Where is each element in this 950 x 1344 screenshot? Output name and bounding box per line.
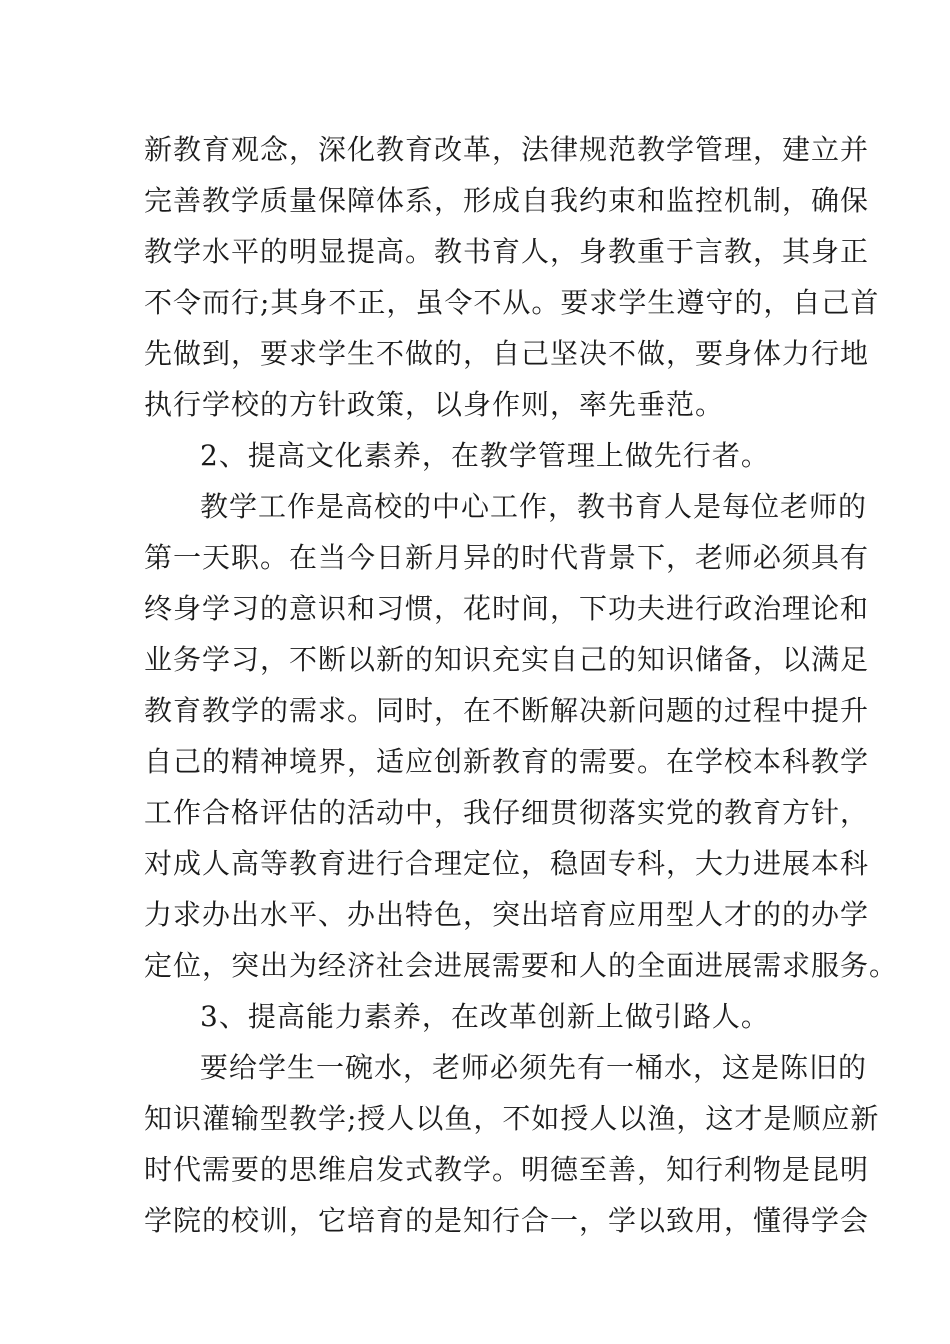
section-heading-3: 3、提高能力素养，在改革创新上做引路人。 (200, 1000, 770, 1033)
text-line: 教学工作是高校的中心工作，教书育人是每位老师的 (200, 490, 868, 523)
text-line: 新教育观念，深化教育改革，法律规范教学管理，建立并 (144, 133, 870, 166)
text-line: 业务学习，不断以新的知识充实自己的知识储备，以满足 (144, 643, 870, 676)
text-line: 完善教学质量保障体系，形成自我约束和监控机制，确保 (144, 184, 870, 217)
text-line: 执行学校的方针政策，以身作则，率先垂范。 (144, 388, 725, 421)
text-line: 力求办出水平、办出特色，突出培育应用型人才的的办学 (144, 898, 870, 931)
text-line: 学院的校训，它培育的是知行合一，学以致用，懂得学会 (144, 1204, 870, 1237)
text-line: 先做到，要求学生不做的，自己坚决不做，要身体力行地 (144, 337, 870, 370)
section-heading-2: 2、提高文化素养，在教学管理上做先行者。 (200, 439, 770, 472)
text-line: 对成人高等教育进行合理定位，稳固专科，大力进展本科 (144, 847, 870, 880)
text-line: 教学水平的明显提高。教书育人，身教重于言教，其身正 (144, 235, 870, 268)
text-line: 知识灌输型教学;授人以鱼，不如授人以渔，这才是顺应新 (144, 1102, 880, 1135)
text-line: 不令而行;其身不正，虽令不从。要求学生遵守的，自己首 (144, 286, 880, 319)
text-line: 教育教学的需求。同时，在不断解决新问题的过程中提升 (144, 694, 870, 727)
text-line: 终身学习的意识和习惯，花时间，下功夫进行政治理论和 (144, 592, 870, 625)
text-line: 工作合格评估的活动中，我仔细贯彻落实党的教育方针， (144, 796, 870, 829)
text-line: 时代需要的思维启发式教学。明德至善，知行利物是昆明 (144, 1153, 870, 1186)
text-line: 第一天职。在当今日新月异的时代背景下，老师必须具有 (144, 541, 870, 574)
text-line: 自己的精神境界，适应创新教育的需要。在学校本科教学 (144, 745, 870, 778)
text-line: 要给学生一碗水，老师必须先有一桶水，这是陈旧的 (200, 1051, 868, 1084)
body-text (144, 124, 899, 1246)
text-line: 定位，突出为经济社会进展需要和人的全面进展需求服务。 (144, 949, 899, 982)
